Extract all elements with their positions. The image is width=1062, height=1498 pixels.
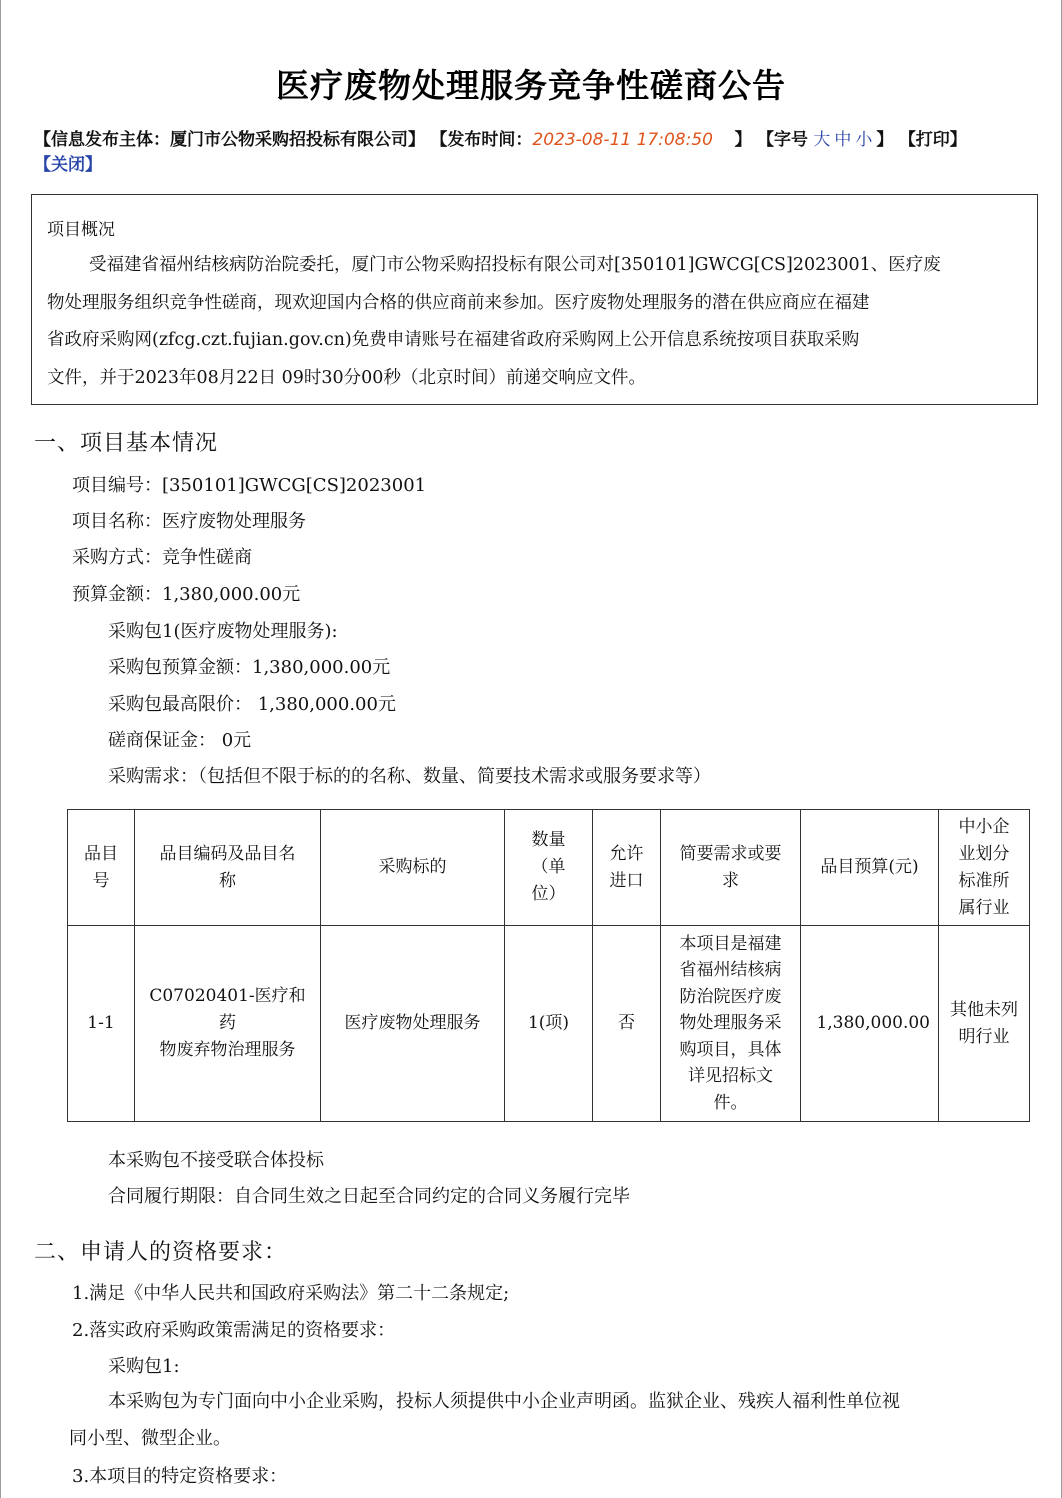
table-cell-col-requirements-text: 物处理服务采	[679, 1013, 782, 1034]
policy-line-2: 同小型、微型企业。	[69, 1428, 231, 1449]
font-size-medium-link[interactable]: 中	[834, 130, 852, 150]
table-cell-col-item-code-name-text: C07020401-医疗和药	[149, 986, 306, 1033]
table-header-col-sme-industry-text: 中小企	[958, 816, 1010, 837]
table-header-col-item-code-name-text: 称	[219, 870, 236, 891]
package-max-price: 采购包最高限价： 1,380,000.00元	[108, 694, 396, 715]
table-header-col-sme-industry-text: 标准所	[958, 870, 1010, 891]
table-header-col-item-no	[68, 810, 135, 926]
procurement-method: 采购方式：竞争性磋商	[72, 547, 252, 568]
publish-time-close: 】	[734, 130, 752, 150]
policy-line-1: 本采购包为专门面向中小企业采购，投标人须提供中小企业声明函。监狱企业、残疾人福利性单位视	[108, 1391, 900, 1412]
deposit: 磋商保证金： 0元	[108, 730, 252, 751]
table-cell-col-item-no	[68, 926, 135, 1122]
table-header-col-item-budget-text: 品目预算(元)	[820, 857, 919, 877]
items-table	[67, 809, 1030, 1122]
table-cell-col-item-code-name-text: 物废弃物治理服务	[159, 1040, 296, 1060]
table-header-col-item-budget	[801, 810, 939, 926]
font-size-small-link[interactable]: 小	[855, 130, 873, 150]
qualification-package: 采购包1:	[108, 1356, 180, 1377]
overview-line: 省政府采购网(zfcg.czt.fujian.gov.cn)免费申请账号在福建省政府采购网上公开信息系统按项目获取采购	[47, 330, 860, 350]
table-cell-col-requirements-text: 件。	[713, 1092, 748, 1113]
table-cell-col-import-allowed-text: 否	[618, 1013, 635, 1033]
table-header-col-subject	[321, 810, 505, 926]
publish-time-value: 2023-08-11 17:08:50	[532, 130, 713, 150]
table-header-col-quantity-text: （单	[531, 857, 566, 877]
package-title: 采购包1(医疗废物处理服务):	[108, 621, 338, 642]
font-size-label: 【字号	[757, 130, 808, 150]
table-header-col-import-allowed-text: 允许	[609, 843, 644, 864]
table-cell-col-sme-industry	[939, 926, 1030, 1122]
table-header-row	[68, 810, 1030, 926]
overview-line: 物处理服务组织竞争性磋商，现欢迎国内合格的供应商前来参加。医疗废物处理服务的潜在供应商应在福建	[47, 292, 870, 313]
budget-amount: 预算金额：1,380,000.00元	[72, 584, 301, 605]
close-link[interactable]: 【关闭】	[34, 155, 102, 175]
table-cell-col-import-allowed	[593, 926, 661, 1122]
table-header-col-quantity-text: 数量	[531, 830, 566, 850]
section2-heading: 二、申请人的资格要求：	[34, 1240, 288, 1265]
table-header-col-import-allowed	[593, 810, 661, 926]
qualification-item-3: 3.本项目的特定资格要求：	[72, 1466, 288, 1487]
table-cell-col-requirements-text: 本项目是福建	[679, 933, 782, 954]
table-header-col-requirements-text: 求	[722, 870, 739, 891]
table-header-col-item-code-name	[135, 810, 321, 926]
table-row	[68, 926, 1030, 1122]
package-budget: 采购包预算金额：1,380,000.00元	[108, 657, 391, 678]
meta-bar	[34, 128, 1024, 178]
table-cell-col-subject-text: 医疗废物处理服务	[344, 1013, 481, 1033]
table-cell-col-requirements-text: 省福州结核病	[679, 960, 782, 981]
font-size-close: 】	[876, 130, 894, 150]
table-cell-col-sme-industry-text: 其他未列	[950, 999, 1018, 1020]
print-link[interactable]: 【打印】	[898, 130, 967, 150]
table-cell-col-requirements-text: 详见招标文	[688, 1066, 773, 1087]
table-cell-col-sme-industry-text: 明行业	[958, 1026, 1010, 1047]
table-cell-col-quantity	[505, 926, 593, 1122]
table-cell-col-subject	[321, 926, 505, 1122]
contract-period: 合同履行期限：自合同生效之日起至合同约定的合同义务履行完毕	[108, 1186, 630, 1207]
table-header-col-item-no-text: 号	[92, 870, 110, 891]
project-name: 项目名称：医疗废物处理服务	[72, 511, 306, 532]
overview-heading: 项目概况	[47, 220, 115, 240]
table-header-col-import-allowed-text: 进口	[609, 870, 644, 891]
table-header-col-sme-industry	[939, 810, 1030, 926]
qualification-item-2: 2.落实政府采购政策需满足的资格要求：	[72, 1320, 396, 1341]
table-cell-col-quantity-text: 1(项)	[527, 1013, 570, 1033]
table-cell-col-item-budget	[801, 926, 939, 1122]
table-header-col-quantity-text: 位）	[531, 884, 566, 904]
page-title: 医疗废物处理服务竞争性磋商公告	[276, 66, 786, 105]
table-header-col-item-code-name-text: 品目编码及品目名	[159, 843, 296, 864]
table-header-col-item-no-text: 品目	[84, 843, 118, 864]
requirement-intro: 采购需求：（包括但不限于标的的名称、数量、简要技术需求或服务要求等）	[108, 766, 711, 787]
table-cell-col-item-no-text: 1-1	[87, 1013, 115, 1033]
table-header-col-requirements	[661, 810, 801, 926]
table-cell-col-item-code-name	[135, 926, 321, 1122]
publisher-label: 【信息发布主体：厦门市公物采购招投标有限公司】	[34, 130, 425, 150]
qualification-item-1: 1.满足《中华人民共和国政府采购法》第二十二条规定;	[72, 1283, 510, 1304]
table-header-col-requirements-text: 简要需求或要	[679, 843, 782, 864]
table-cell-col-requirements-text: 防治院医疗废	[679, 986, 782, 1007]
table-header-col-quantity	[505, 810, 593, 926]
overview-line: 文件，并于2023年08月22日 09时30分00秒（北京时间）前递交响应文件。	[47, 367, 646, 388]
section1-heading: 一、项目基本情况	[34, 431, 219, 456]
font-size-large-link[interactable]: 大	[813, 130, 831, 150]
table-cell-col-requirements-text: 购项目，具体	[679, 1039, 782, 1060]
table-cell-col-item-budget-text: 1,380,000.00	[816, 1013, 930, 1033]
publish-time-label: 【发布时间：	[430, 130, 533, 150]
overview-line: 受福建省福州结核病防治院委托，厦门市公物采购招投标有限公司对[350101]GWCG[CS]2023001、医疗废	[89, 255, 941, 275]
overview-text	[47, 247, 1032, 397]
table-cell-col-requirements	[661, 926, 801, 1122]
project-number: 项目编号：[350101]GWCG[CS]2023001	[72, 475, 427, 496]
table-header-col-sme-industry-text: 业划分	[958, 843, 1010, 864]
table-header-col-sme-industry-text: 属行业	[958, 897, 1010, 918]
overview-box	[31, 194, 1038, 405]
no-consortium-note: 本采购包不接受联合体投标	[108, 1150, 324, 1171]
table-header-col-subject-text: 采购标的	[378, 857, 447, 877]
